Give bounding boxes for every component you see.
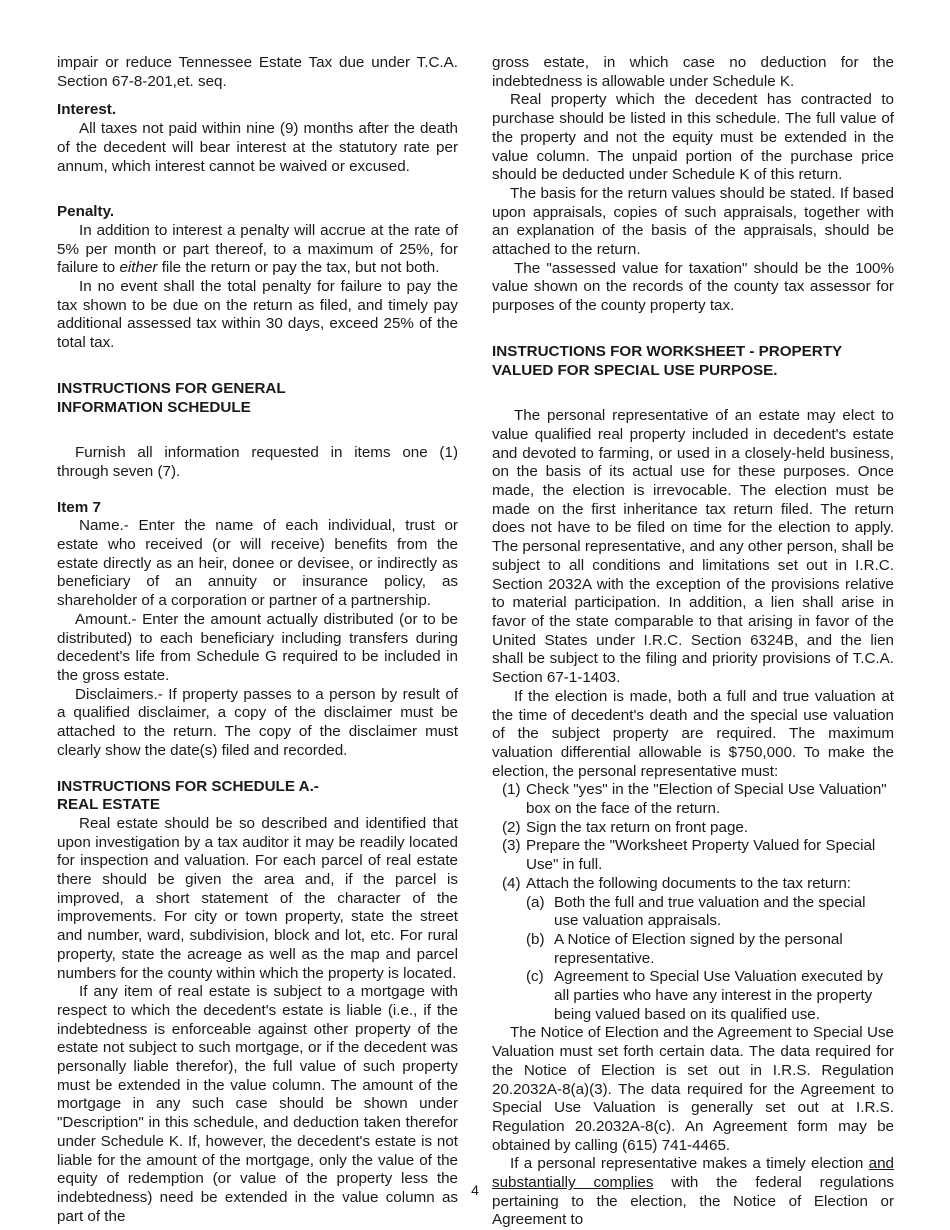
final-paragraph: If a personal representative makes a timely election and substantially complies with the federal regulations pertaining to the election, the Notice of Election or Agreement to [492,1155,894,1229]
worksheet-text-1: The personal representative of an estate may elect to value qualified real property included in decedent's estate and devoted to farming, or used in a closely-held business, on the basis of its actual use for these purposes. Once made, the election is irrevocable. The election must be made on the first inheritance tax return filed. The return does not have to be filed on time for the election to apply. The personal representative, and any other person, shall be subject to all conditions and limitations set out in I.R.C. Section 2032A with the exception of the provisions relative to material participation. In addition, a lien shall arise in favor of the state comparable to that arising in favor of the United States under I.R.C. Section 6324B, and the lien shall be subject to the filing and priority provisions of T.C.A. Section 67-1-1403. [492,407,894,687]
list-item: (4) Attach the following documents to the tax return: (a) Both the full and true valuation and the special use valuation appraisals. (b) A Notice of Election signed by the personal representative. (c) Agreement to Special Use Valuation executed by all parties who have any interest in the property being valued based on its qualified use. [492,875,894,1025]
notice-agreement-text: The Notice of Election and the Agreement to Special Use Valuation must set forth certain data. The data required for the Notice of Election is set out in I.R.S. Regulation 20.2032A-8(a)(3). The data required for the Agreement to Special Use Valuation is generally set out at I.R.S. Regulation 20.2032A-8(c). An Agreement form may be obtained by calling (615) 741-4465. [492,1024,894,1154]
contract-purchase-text: Real property which the decedent has contracted to purchase should be listed in this schedule. The full value of the property and not the equity must be extended in the value column. The unpaid portion of the purchase price should be deducted under Schedule K of this return. [492,91,894,184]
item7-heading: Item 7 [57,498,101,516]
list-item: (a) Both the full and true valuation and the special use valuation appraisals. [526,893,866,930]
interest-text: All taxes not paid within nine (9) months after the death of the decedent will bear interest at the statutory rate per annum, which interest cannot be waived or excused. [57,120,458,175]
penalty-heading: Penalty. [57,203,115,221]
schedule-a-text-2: If any item of real estate is subject to a mortgage with respect to which the decedent's estate is liable (i.e., if the indebtedness is enforceable against other property of the estate not subject to such mortgage, or if the decedent was personally liable therefor), the full value of such property must be extended in the value column. The amount of the mortgage in any such case should be shown under "Description" in this schedule, and deduction taken therefor under Schedule K. If, however, the decedent's estate is not liable for the amount of the mortgage, only the value of the equity of redemption (or value of the property less the indebtedness) need be extended in the value column as part of the [57,983,458,1225]
basis-text: The basis for the return values should be stated. If based upon appraisals, copies of such appraisals, together with an explanation of the basis of the appraisals, should be attached to the return. [492,184,894,259]
penalty-text: In addition to interest a penalty will accrue at the rate of 5% per month or part thereof, to a maximum of 25%, for failure to either file the return or pay the tax, but not both. [57,221,458,277]
worksheet-text-2: If the election is made, both a full and true valuation at the time of decedent's death and the special use valuation of the subject property are required. The maximum valuation differential allowable is $750,000. To make the election, the personal representative must: [492,687,894,780]
schedule-a-text-1: Real estate should be so described and identified that upon investigation by a tax auditor it may be readily located for inspection and valuation. For each parcel of real estate there should be given the area and, if the parcel is improved, a short statement of the character of the improvements. For city or town property, state the street and number, ward, subdivision, block and lot, etc. For rural property, state the acreage as well as the map and parcel numbers for the county within which the property is located. [57,814,458,982]
list-item: (c) Agreement to Special Use Valuation executed by all parties who have any interest in the property being valued based on its qualified use. [526,968,883,1023]
list-item: (b) A Notice of Election signed by the personal representative. [526,930,843,967]
left-column [57,54,458,1226]
penalty-text-2: In no event shall the total penalty for failure to pay the tax shown to be due on the return as filed, and timely pay additional assessed tax within 30 days, exceed 25% of the total tax. [57,278,458,352]
item7-name: Name.- Enter the name of each individual, trust or estate who received (or will receive) benefits from the estate directly as an heir, donee or devisee, or indirectly as beneficiary of an annuity or insurance policy, as shareholder of a corporation or partner of a partnership. [57,517,458,610]
page-number: 4 [471,1182,479,1198]
schedule-a-heading-line-1: INSTRUCTIONS FOR SCHEDULE A.- [57,777,319,795]
schedule-a-continuation: gross estate, in which case no deduction for the indebtedness is allowable under Schedule K. [492,54,894,90]
election-steps-list [492,781,894,1024]
right-column [492,54,894,1230]
assessed-value-text: The "assessed value for taxation" should be the 100% value shown on the records of the county tax assessor for purposes of the county property tax. [492,259,894,315]
general-heading-line-2: INFORMATION SCHEDULE [57,398,251,416]
item7-disclaimers: Disclaimers.- If property passes to a person by result of a qualified disclaimer, a copy of the disclaimer must be attached to the return. The copy of the disclaimer must clearly show the date(s) filed and recorded. [57,685,458,759]
worksheet-heading-line-2: VALUED FOR SPECIAL USE PURPOSE. [492,361,778,379]
attachment-sublist [526,894,894,1025]
list-item: (1) Check "yes" in the "Election of Special Use Valuation" box on the face of the return. [502,781,887,818]
general-text: Furnish all information requested in items one (1) through seven (7). [57,444,458,480]
schedule-a-heading-line-2: REAL ESTATE [57,796,160,814]
item7-amount: Amount.- Enter the amount actually distributed (or to be distributed) to each beneficiary including transfers during decedent's life from Schedule G required to be included in the gross estate. [57,610,458,684]
worksheet-heading-line-1: INSTRUCTIONS FOR WORKSHEET - PROPERTY [492,342,843,360]
list-item: (3) Prepare the "Worksheet Property Valued for Special Use" in full. [502,837,876,874]
general-heading-line-1: INSTRUCTIONS FOR GENERAL [57,379,286,397]
intro-continuation: impair or reduce Tennessee Estate Tax due under T.C.A. Section 67-8-201,et. seq. [57,54,458,90]
interest-heading: Interest. [57,101,117,119]
list-item: (2) Sign the tax return on front page. [502,818,749,836]
